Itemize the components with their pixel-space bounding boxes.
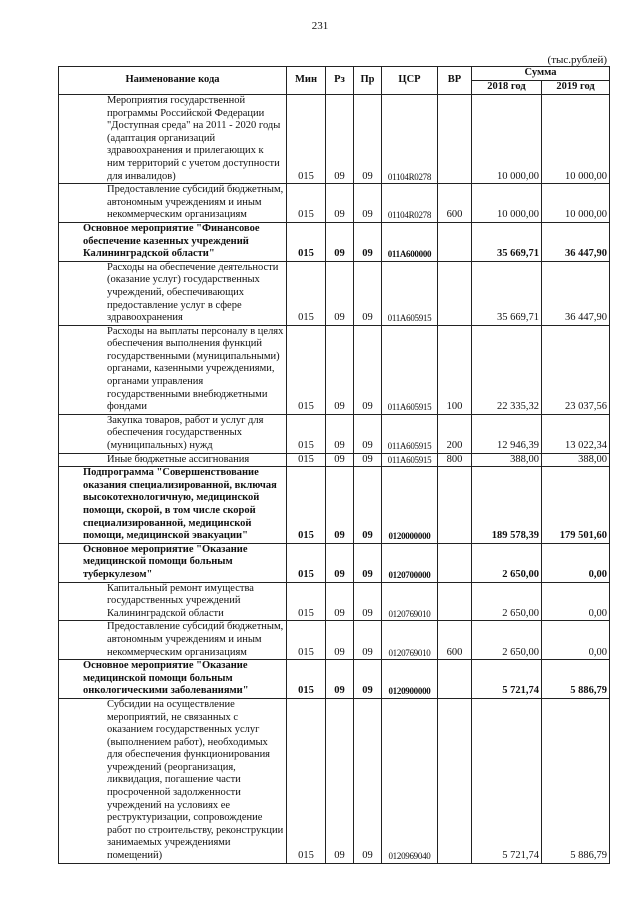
- row-amount-2018: 22 335,32: [472, 325, 542, 414]
- row-amount-2019: 23 037,56: [542, 325, 610, 414]
- row-pr: 09: [354, 582, 382, 621]
- row-vr: 800: [438, 453, 472, 467]
- row-name: Расходы на выплаты персоналу в целях обеспечения выполнения функций государственными (муниципальными) органами, казенными учреждениями, органами управления государственными внебюджетными фондами: [59, 325, 287, 414]
- row-amount-2018: 2 650,00: [472, 543, 542, 582]
- row-min: 015: [287, 698, 326, 863]
- table-row: [59, 467, 610, 544]
- header-rz: Рз: [326, 67, 354, 95]
- row-name: Расходы на обеспечение деятельности (оказание услуг) государственных учреждений, обеспечивающих предоставление услуг в сфере здравоохранения: [59, 261, 287, 325]
- row-pr: 09: [354, 698, 382, 863]
- row-amount-2019: 36 447,90: [542, 222, 610, 261]
- row-amount-2018: 2 650,00: [472, 621, 542, 660]
- row-csr: 011А605915: [382, 414, 438, 453]
- row-rz: 09: [326, 184, 354, 223]
- row-vr: [438, 698, 472, 863]
- table-body: [59, 95, 610, 864]
- row-name: Основное мероприятие "Оказание медицинской помощи больным онкологическими заболеваниями": [59, 660, 287, 699]
- row-vr: [438, 95, 472, 184]
- table-row: [59, 543, 610, 582]
- table-row: [59, 582, 610, 621]
- row-pr: 09: [354, 222, 382, 261]
- table-row: [59, 698, 610, 863]
- row-min: 015: [287, 582, 326, 621]
- row-rz: 09: [326, 621, 354, 660]
- row-csr: 0120769010: [382, 582, 438, 621]
- row-csr: 01104R0278: [382, 184, 438, 223]
- row-rz: 09: [326, 660, 354, 699]
- table-row: [59, 184, 610, 223]
- row-rz: 09: [326, 222, 354, 261]
- row-rz: 09: [326, 543, 354, 582]
- row-csr: 011А600000: [382, 222, 438, 261]
- row-csr: 0120700000: [382, 543, 438, 582]
- header-2019: 2019 год: [542, 81, 610, 95]
- row-name: Иные бюджетные ассигнования: [59, 453, 287, 467]
- row-vr: 200: [438, 414, 472, 453]
- row-pr: 09: [354, 543, 382, 582]
- row-rz: 09: [326, 582, 354, 621]
- row-amount-2019: 0,00: [542, 582, 610, 621]
- page-number: 231: [311, 20, 329, 32]
- row-pr: 09: [354, 95, 382, 184]
- row-name: Закупка товаров, работ и услуг для обеспечения государственных (муниципальных) нужд: [59, 414, 287, 453]
- row-amount-2018: 5 721,74: [472, 698, 542, 863]
- row-vr: [438, 222, 472, 261]
- table-row: [59, 660, 610, 699]
- table-row: [59, 222, 610, 261]
- row-csr: 011А605915: [382, 325, 438, 414]
- row-min: 015: [287, 184, 326, 223]
- row-min: 015: [287, 222, 326, 261]
- row-vr: [438, 582, 472, 621]
- row-name: Основное мероприятие "Оказание медицинской помощи больным туберкулезом": [59, 543, 287, 582]
- table-row: [59, 621, 610, 660]
- row-csr: 0120769010: [382, 621, 438, 660]
- row-amount-2019: 5 886,79: [542, 698, 610, 863]
- row-pr: 09: [354, 261, 382, 325]
- row-amount-2018: 10 000,00: [472, 95, 542, 184]
- row-amount-2018: 12 946,39: [472, 414, 542, 453]
- row-pr: 09: [354, 325, 382, 414]
- header-name: Наименование кода: [59, 67, 287, 95]
- row-csr: 011А605915: [382, 261, 438, 325]
- row-rz: 09: [326, 414, 354, 453]
- row-pr: 09: [354, 414, 382, 453]
- row-amount-2019: 5 886,79: [542, 660, 610, 699]
- row-min: 015: [287, 467, 326, 544]
- row-amount-2019: 388,00: [542, 453, 610, 467]
- header-min: Мин: [287, 67, 326, 95]
- row-vr: [438, 467, 472, 544]
- row-min: 015: [287, 261, 326, 325]
- row-rz: 09: [326, 95, 354, 184]
- row-amount-2018: 35 669,71: [472, 261, 542, 325]
- row-amount-2018: 5 721,74: [472, 660, 542, 699]
- row-amount-2018: 189 578,39: [472, 467, 542, 544]
- row-amount-2018: 10 000,00: [472, 184, 542, 223]
- row-pr: 09: [354, 453, 382, 467]
- row-min: 015: [287, 95, 326, 184]
- row-name: Предоставление субсидий бюджетным, автономным учреждениям и иным некоммерческим организациям: [59, 184, 287, 223]
- row-rz: 09: [326, 698, 354, 863]
- header-vr: ВР: [438, 67, 472, 95]
- row-csr: 011А605915: [382, 453, 438, 467]
- row-min: 015: [287, 414, 326, 453]
- row-name: Подпрограмма "Совершенствование оказания специализированной, включая высокотехнологичную, медицинской помощи, скорой, в том числе скорой специализированной, медицинской помощи, медицинской эвакуации": [59, 467, 287, 544]
- row-amount-2019: 179 501,60: [542, 467, 610, 544]
- header-sum: Сумма: [472, 67, 610, 81]
- row-min: 015: [287, 325, 326, 414]
- table-row: [59, 453, 610, 467]
- row-csr: 01104R0278: [382, 95, 438, 184]
- table-row: [59, 414, 610, 453]
- row-name: Субсидии на осуществление мероприятий, не связанных с оказанием государственных услуг (выполнением работ), необходимых для обеспечения функционирования учреждений (реорганизация, ликвидация, погашение части просроченной задолженности учреждений на условиях ее реструктуризации, сопровождение работ по строительству, реконструкции занимаемых учреждениями помещений): [59, 698, 287, 863]
- row-amount-2019: 10 000,00: [542, 184, 610, 223]
- row-amount-2019: 0,00: [542, 543, 610, 582]
- row-name: Мероприятия государственной программы Российской Федерации "Доступная среда" на 2011 - 2020 годы (адаптация организаций здравоохранения и прилегающих к ним территорий с учетом доступности для инвалидов): [59, 95, 287, 184]
- row-amount-2019: 0,00: [542, 621, 610, 660]
- row-vr: 100: [438, 325, 472, 414]
- row-min: 015: [287, 453, 326, 467]
- header-csr: ЦСР: [382, 67, 438, 95]
- row-min: 015: [287, 621, 326, 660]
- row-vr: 600: [438, 184, 472, 223]
- row-vr: [438, 660, 472, 699]
- row-pr: 09: [354, 184, 382, 223]
- row-csr: 0120969040: [382, 698, 438, 863]
- row-amount-2018: 388,00: [472, 453, 542, 467]
- row-amount-2018: 35 669,71: [472, 222, 542, 261]
- row-csr: 0120900000: [382, 660, 438, 699]
- row-name: Предоставление субсидий бюджетным, автономным учреждениям и иным некоммерческим организациям: [59, 621, 287, 660]
- header-pr: Пр: [354, 67, 382, 95]
- row-amount-2019: 10 000,00: [542, 95, 610, 184]
- row-rz: 09: [326, 325, 354, 414]
- row-csr: 0120000000: [382, 467, 438, 544]
- row-pr: 09: [354, 660, 382, 699]
- budget-table: [58, 66, 610, 864]
- row-amount-2018: 2 650,00: [472, 582, 542, 621]
- row-vr: [438, 543, 472, 582]
- units-label: (тыс.рублей): [547, 54, 607, 66]
- row-pr: 09: [354, 467, 382, 544]
- row-vr: [438, 261, 472, 325]
- row-vr: 600: [438, 621, 472, 660]
- table-row: [59, 261, 610, 325]
- row-min: 015: [287, 543, 326, 582]
- row-min: 015: [287, 660, 326, 699]
- row-name: Основное мероприятие "Финансовое обеспечение казенных учреждений Калининградской области": [59, 222, 287, 261]
- table-row: [59, 95, 610, 184]
- row-amount-2019: 13 022,34: [542, 414, 610, 453]
- row-pr: 09: [354, 621, 382, 660]
- table-row: [59, 325, 610, 414]
- row-name: Капитальный ремонт имущества государственных учреждений Калининградской области: [59, 582, 287, 621]
- row-rz: 09: [326, 453, 354, 467]
- row-amount-2019: 36 447,90: [542, 261, 610, 325]
- header-2018: 2018 год: [472, 81, 542, 95]
- row-rz: 09: [326, 261, 354, 325]
- row-rz: 09: [326, 467, 354, 544]
